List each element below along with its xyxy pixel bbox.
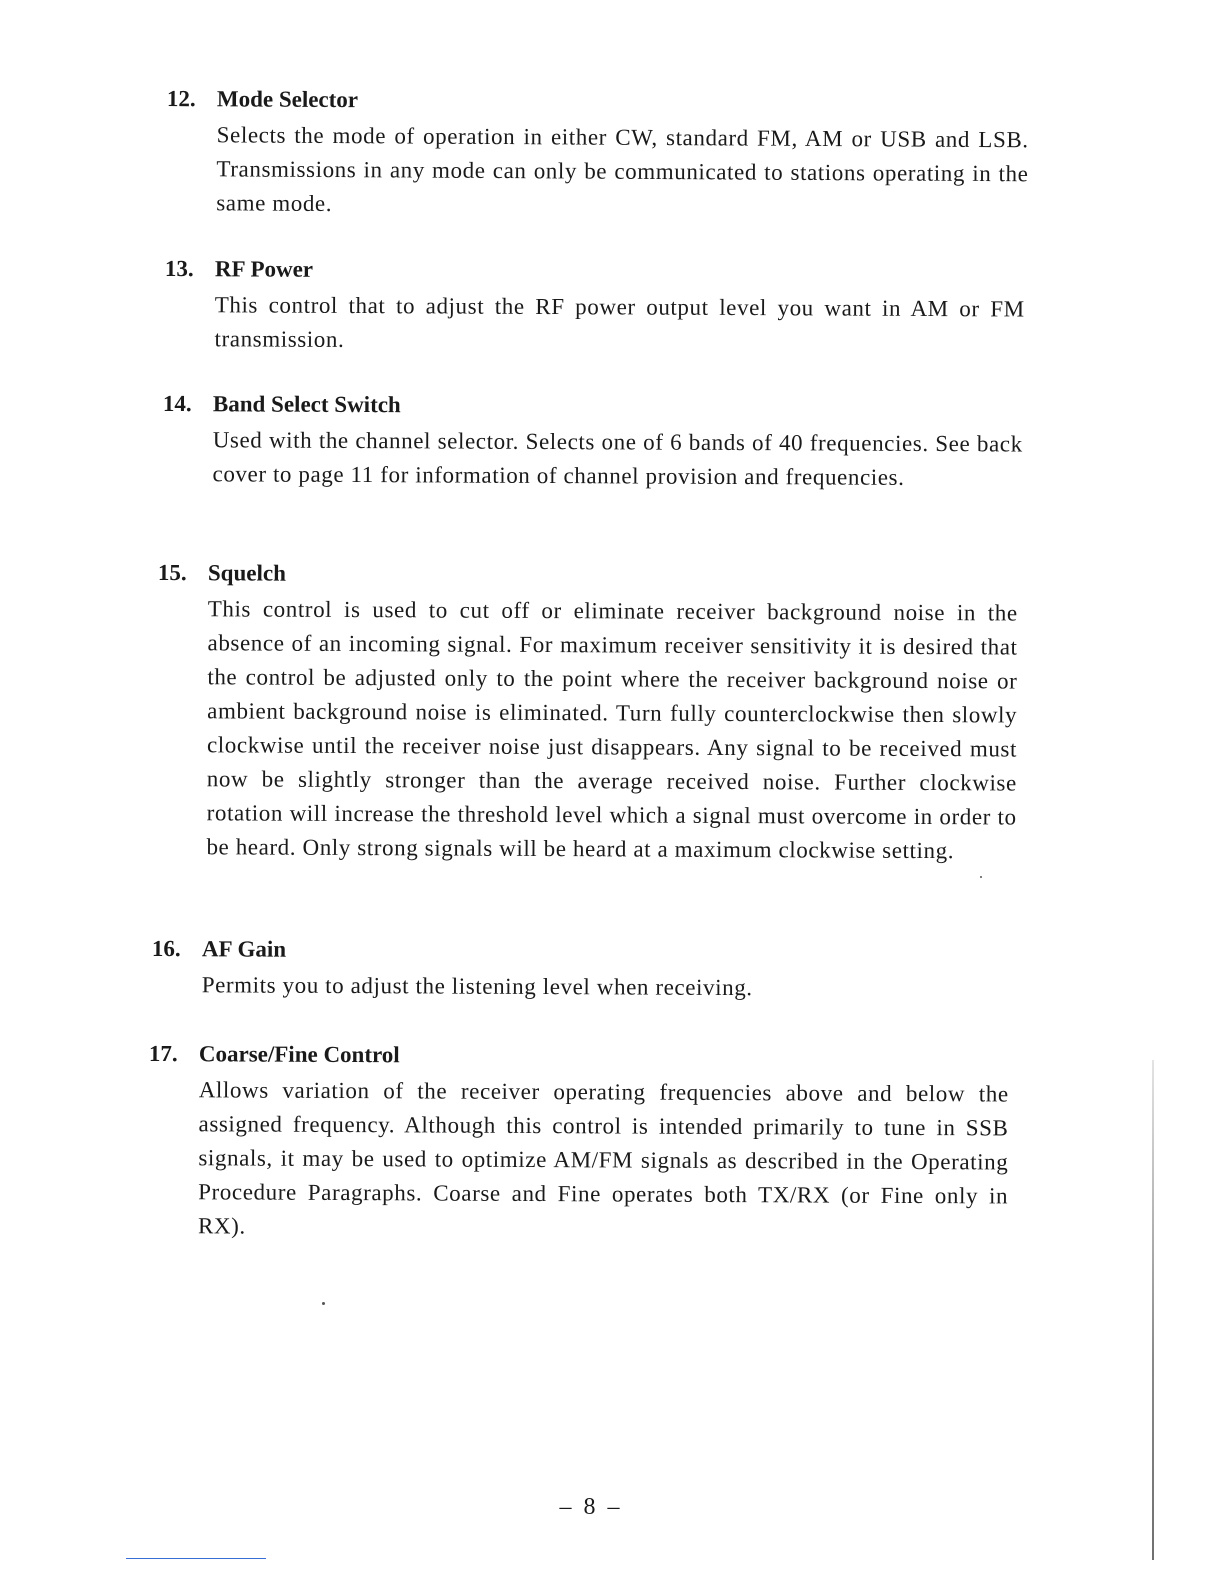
section-body: This control that to adjust the RF power output level you want in AM or FM transmission. bbox=[214, 292, 1025, 352]
section-band-select-switch bbox=[162, 389, 1023, 496]
section-title: Squelch bbox=[207, 560, 286, 586]
section-squelch bbox=[156, 558, 1018, 868]
section-title: AF Gain bbox=[201, 936, 287, 962]
section-number: 17. bbox=[148, 1041, 178, 1067]
section-body: This control is used to cut off or eliminate receiver background noise in the absence of an incoming signal. For maximum receiver sensitivity it is desired that the control be adjusted only to the point where the receiver background noise or ambient background noise is eliminated. Turn fully counterclockwise then slowly clockwise until the receiver noise just disappears. Any signal to be received must now be slightly stronger than the average received noise. Further clockwise rotation will increase the threshold level which a signal must overcome in order to be heard. Only strong signals will be heard at a maximum clockwise setting. bbox=[206, 596, 1018, 864]
bottom-rule bbox=[126, 1558, 266, 1559]
section-title: Coarse/Fine Control bbox=[198, 1041, 400, 1068]
section-title: RF Power bbox=[214, 256, 314, 282]
section-number: 16. bbox=[151, 936, 181, 962]
section-body: Permits you to adjust the listening level when receiving. bbox=[201, 972, 753, 1001]
section-heading bbox=[167, 84, 1027, 119]
section-rf-power bbox=[164, 254, 1025, 361]
section-coarse-fine-control bbox=[148, 1039, 1009, 1248]
section-body: Allows variation of the receiver operating frequencies above and below the assigned frequency. Although this control is intended primarily to tune in SSB signals, it may be used to optimize AM/FM signals as described in the Operating Procedure Paragraphs. Coarse and Fine operates both TX/RX (or Fine only in RX). bbox=[197, 1077, 1009, 1239]
scan-edge-line bbox=[1152, 1060, 1154, 1560]
section-number: 13. bbox=[164, 255, 194, 282]
section-number: 15. bbox=[157, 560, 187, 586]
section-title: Mode Selector bbox=[216, 86, 359, 113]
page-number: – 8 – bbox=[559, 1494, 623, 1520]
section-heading bbox=[165, 254, 1025, 289]
section-body: Used with the channel selector. Selects one of 6 bands of 40 frequencies. See back cover to page 11 for information of channel provision and frequencies. bbox=[212, 427, 1023, 490]
section-heading bbox=[149, 1039, 1009, 1074]
section-number: 14. bbox=[162, 390, 192, 417]
section-title: Band Select Switch bbox=[212, 391, 401, 418]
section-mode-selector bbox=[166, 84, 1027, 225]
section-heading bbox=[158, 558, 1018, 593]
section-number: 12. bbox=[166, 85, 196, 112]
section-af-gain bbox=[152, 934, 1012, 1007]
section-heading bbox=[152, 934, 1012, 969]
scan-speck bbox=[322, 1302, 325, 1305]
section-heading bbox=[163, 389, 1023, 424]
scan-speck bbox=[980, 876, 982, 878]
section-body: Selects the mode of operation in either CW, standard FM, AM or USB and LSB. Transmissions in any mode can only be communicated to stations operating in the same mode. bbox=[216, 122, 1029, 217]
